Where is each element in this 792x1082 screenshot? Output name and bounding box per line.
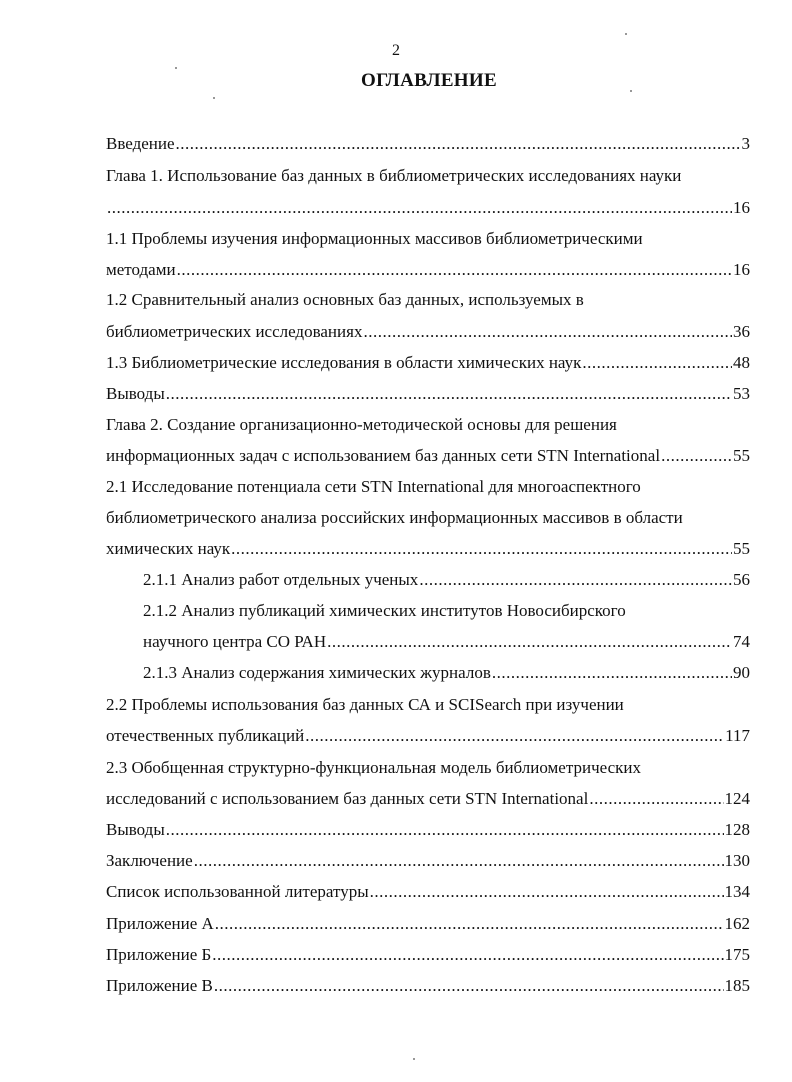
toc-entry: Приложение В ..... 185	[106, 976, 750, 996]
page-title: ОГЛАВЛЕНИЕ	[361, 70, 497, 91]
toc-entry: 1.3 Библиометрические исследования в области химических наук ..... 48	[106, 353, 750, 373]
toc-entry: Выводы ..... 128	[106, 820, 750, 840]
toc-entry: методами ..... 16	[106, 260, 750, 280]
toc-entry: Выводы ..... 53	[106, 384, 750, 404]
scan-speck	[213, 97, 215, 99]
toc-entry: Заключение ..... 130	[106, 851, 750, 871]
toc-entry: Глава 2. Создание организационно-методической основы для решения	[106, 415, 617, 434]
toc-entry: 2.1 Исследование потенциала сети STN International для многоаспектного	[106, 477, 641, 496]
toc-entry: библиометрических исследованиях ..... 36	[106, 322, 750, 342]
toc-entry: 2.1.1 Анализ работ отдельных ученых ..... 56	[143, 570, 750, 590]
toc-entry: отечественных публикаций ..... 117	[106, 726, 750, 746]
toc-entry: ..... 16	[106, 198, 750, 218]
toc-entry: Приложение А ..... 162	[106, 914, 750, 934]
toc-entry: Список использованной литературы ..... 134	[106, 882, 750, 902]
toc-entry: информационных задач с использованием баз данных сети STN International ..... 55	[106, 446, 750, 466]
page-number: 2	[392, 42, 400, 59]
toc-entry: исследований с использованием баз данных сети STN International ..... 124	[106, 789, 750, 809]
scan-speck	[413, 1058, 415, 1060]
toc-entry: 2.1.3 Анализ содержания химических журналов ..... 90	[143, 663, 750, 683]
toc-entry: Приложение Б ..... 175	[106, 945, 750, 965]
toc-entry: Глава 1. Использование баз данных в библиометрических исследованиях науки	[106, 166, 682, 185]
toc-entry: 2.1.2 Анализ публикаций химических институтов Новосибирского	[143, 601, 626, 620]
toc-entry: 1.1 Проблемы изучения информационных массивов библиометрическими	[106, 229, 643, 248]
toc-entry: научного центра СО РАН ..... 74	[143, 632, 750, 652]
toc-entry: 2.3 Обобщенная структурно-функциональная модель библиометрических	[106, 758, 642, 777]
scan-speck	[175, 67, 177, 69]
toc-entry: 1.2 Сравнительный анализ основных баз данных, используемых в	[106, 290, 584, 309]
scan-speck	[625, 33, 627, 35]
toc-entry: 2.2 Проблемы использования баз данных СА и SCISearch при изучении	[106, 695, 624, 714]
toc-entry: Введение ..... 3	[106, 134, 750, 154]
scan-speck	[630, 90, 632, 92]
toc-entry: химических наук ..... 55	[106, 539, 750, 559]
toc-entry: библиометрического анализа российских информационных массивов в области	[106, 508, 683, 527]
